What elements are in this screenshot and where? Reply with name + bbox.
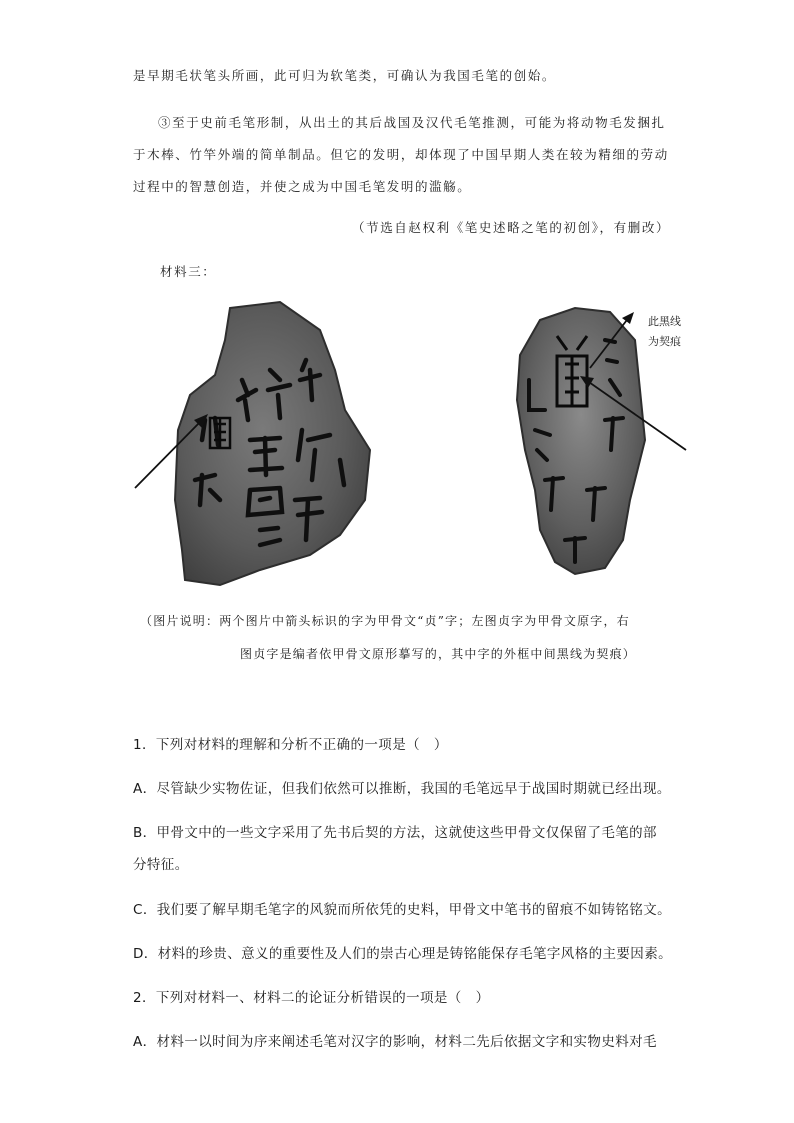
answer-option: B．甲骨文中的一些文字采用了先书后契的方法，这就使这些甲骨文仅保留了毛笔的部	[133, 825, 657, 841]
answer-option: A．材料一以时间为序来阐述毛笔对汉字的影响，材料二先后依据文字和实物史料对毛	[133, 1034, 657, 1050]
answer-option: A．尽管缺少实物佐证，但我们依然可以推断，我国的毛笔远早于战国时期就已经出现。	[133, 781, 671, 797]
arrow-left	[130, 400, 230, 500]
figure-caption: 图贞字是编者依甲骨文原形摹写的，其中字的外框中间黑线为契痕）	[240, 647, 637, 661]
answer-option: 分特征。	[133, 857, 189, 873]
passage-line: 是早期毛状笔头所画，此可归为软笔类，可确认为我国毛笔的创始。	[133, 68, 557, 83]
question-stem: 2．下列对材料一、材料二的论证分析错误的一项是（ ）	[133, 990, 490, 1006]
answer-option: D．材料的珍贵、意义的重要性及人们的崇古心理是铸铭能保存毛笔字风格的主要因素。	[133, 946, 672, 962]
passage-line: ③至于史前毛笔形制，从出土的其后战国及汉代毛笔推测，可能为将动物毛发捆扎	[158, 115, 666, 130]
passage-line: 于木棒、竹竿外端的简单制品。但它的发明，却体现了中国早期人类在较为精细的劳动	[133, 147, 669, 162]
answer-option: C．我们要了解早期毛笔字的风貌而所依凭的史料，甲骨文中笔书的留痕不如铸铭铭文。	[133, 902, 672, 918]
source-citation: （节选自赵权利《笔史述略之笔的初创》，有删改）	[352, 220, 671, 235]
material-heading: 材料三：	[160, 264, 217, 279]
annotation-line: 为契痕	[648, 335, 681, 348]
annotation-line: 此黑线	[648, 315, 681, 328]
passage-line: 过程中的智慧创造，并使之成为中国毛笔发明的滥觞。	[133, 179, 472, 194]
figure-caption: （图片说明：两个图片中箭头标识的字为甲骨文“贞”字；左图贞字为甲骨文原字，右	[140, 614, 630, 628]
question-stem: 1．下列对材料的理解和分析不正确的一项是（ ）	[133, 737, 448, 753]
